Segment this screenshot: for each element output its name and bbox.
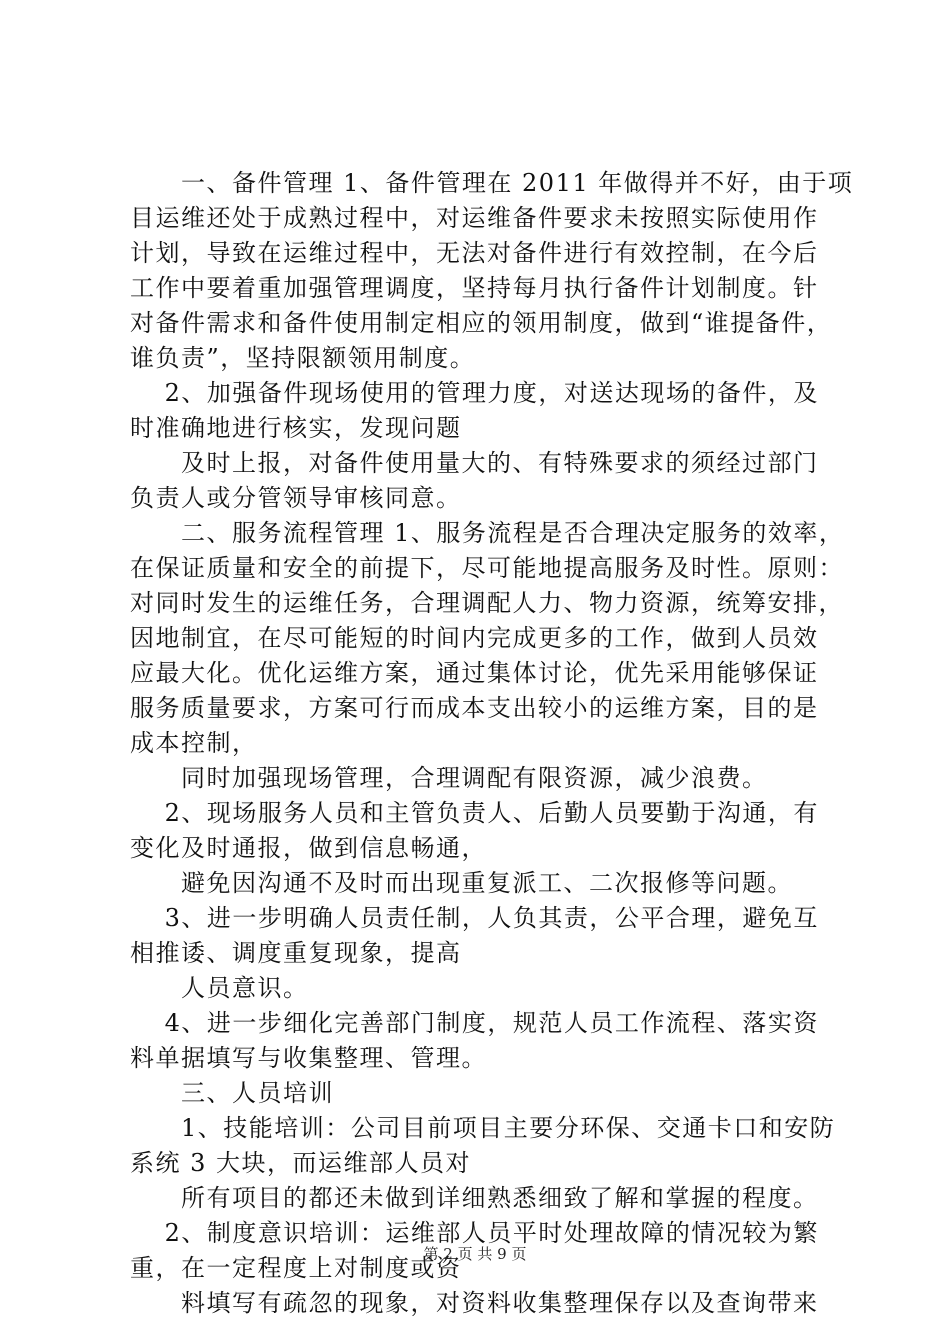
text-line: 服务质量要求，方案可行而成本支出较小的运维方案，目的是 bbox=[130, 694, 819, 722]
text-line: 对备件需求和备件使用制定相应的领用制度，做到“谁提备件， bbox=[130, 309, 833, 337]
text-line: 重，在一定程度上对制度或资 bbox=[130, 1254, 462, 1282]
text-line: 1、技能培训：公司目前项目主要分环保、交通卡口和安防 bbox=[130, 1114, 836, 1142]
text-line: 3、进一步明确人员责任制，人负其责，公平合理，避免互 bbox=[130, 904, 819, 932]
text-line: 相推诿、调度重复现象，提高 bbox=[130, 939, 462, 967]
text-line: 三、人员培训 bbox=[130, 1079, 334, 1107]
text-line: 一、备件管理 1、备件管理在 2011 年做得并不好，由于项 bbox=[130, 169, 854, 197]
text-line: 成本控制， bbox=[130, 729, 258, 757]
text-line: 4、进一步细化完善部门制度，规范人员工作流程、落实资 bbox=[130, 1009, 819, 1037]
text-line: 工作中要着重加强管理调度，坚持每月执行备件计划制度。针 bbox=[130, 274, 819, 302]
text-line: 2、加强备件现场使用的管理力度，对送达现场的备件，及 bbox=[130, 379, 819, 407]
text-line: 对同时发生的运维任务，合理调配人力、物力资源，统筹安排， bbox=[130, 589, 844, 617]
text-line: 人员意识。 bbox=[130, 974, 309, 1002]
text-line: 应最大化。优化运维方案，通过集体讨论，优先采用能够保证 bbox=[130, 659, 819, 687]
page-footer: 第 2 页 共 9 页 bbox=[423, 1245, 527, 1263]
text-line: 同时加强现场管理，合理调配有限资源，减少浪费。 bbox=[130, 764, 768, 792]
text-line: 所有项目的都还未做到详细熟悉细致了解和掌握的程度。 bbox=[130, 1184, 819, 1212]
document-body bbox=[130, 166, 854, 1321]
text-line: 谁负责”，坚持限额领用制度。 bbox=[130, 344, 476, 372]
text-line: 2、现场服务人员和主管负责人、后勤人员要勤于沟通，有 bbox=[130, 799, 819, 827]
text-line: 料填写有疏忽的现象，对资料收集整理保存以及查询带来 bbox=[130, 1289, 819, 1317]
text-line: 料单据填写与收集整理、管理。 bbox=[130, 1044, 487, 1072]
text-line: 负责人或分管领导审核同意。 bbox=[130, 484, 462, 512]
text-line: 目运维还处于成熟过程中，对运维备件要求未按照实际使用作 bbox=[130, 204, 819, 232]
text-line: 避免因沟通不及时而出现重复派工、二次报修等问题。 bbox=[130, 869, 793, 897]
text-line: 计划，导致在运维过程中，无法对备件进行有效控制，在今后 bbox=[130, 239, 819, 267]
text-line: 及时上报，对备件使用量大的、有特殊要求的须经过部门 bbox=[130, 449, 819, 477]
text-line: 二、服务流程管理 1、服务流程是否合理决定服务的效率， bbox=[130, 519, 845, 547]
text-line: 时准确地进行核实，发现问题 bbox=[130, 414, 462, 442]
text-line: 在保证质量和安全的前提下，尽可能地提高服务及时性。原则： bbox=[130, 554, 844, 582]
text-line: 因地制宜，在尽可能短的时间内完成更多的工作，做到人员效 bbox=[130, 624, 819, 652]
text-line: 系统 3 大块，而运维部人员对 bbox=[130, 1149, 472, 1177]
text-line: 变化及时通报，做到信息畅通， bbox=[130, 834, 487, 862]
text-line: 2、制度意识培训：运维部人员平时处理故障的情况较为繁 bbox=[130, 1219, 819, 1247]
